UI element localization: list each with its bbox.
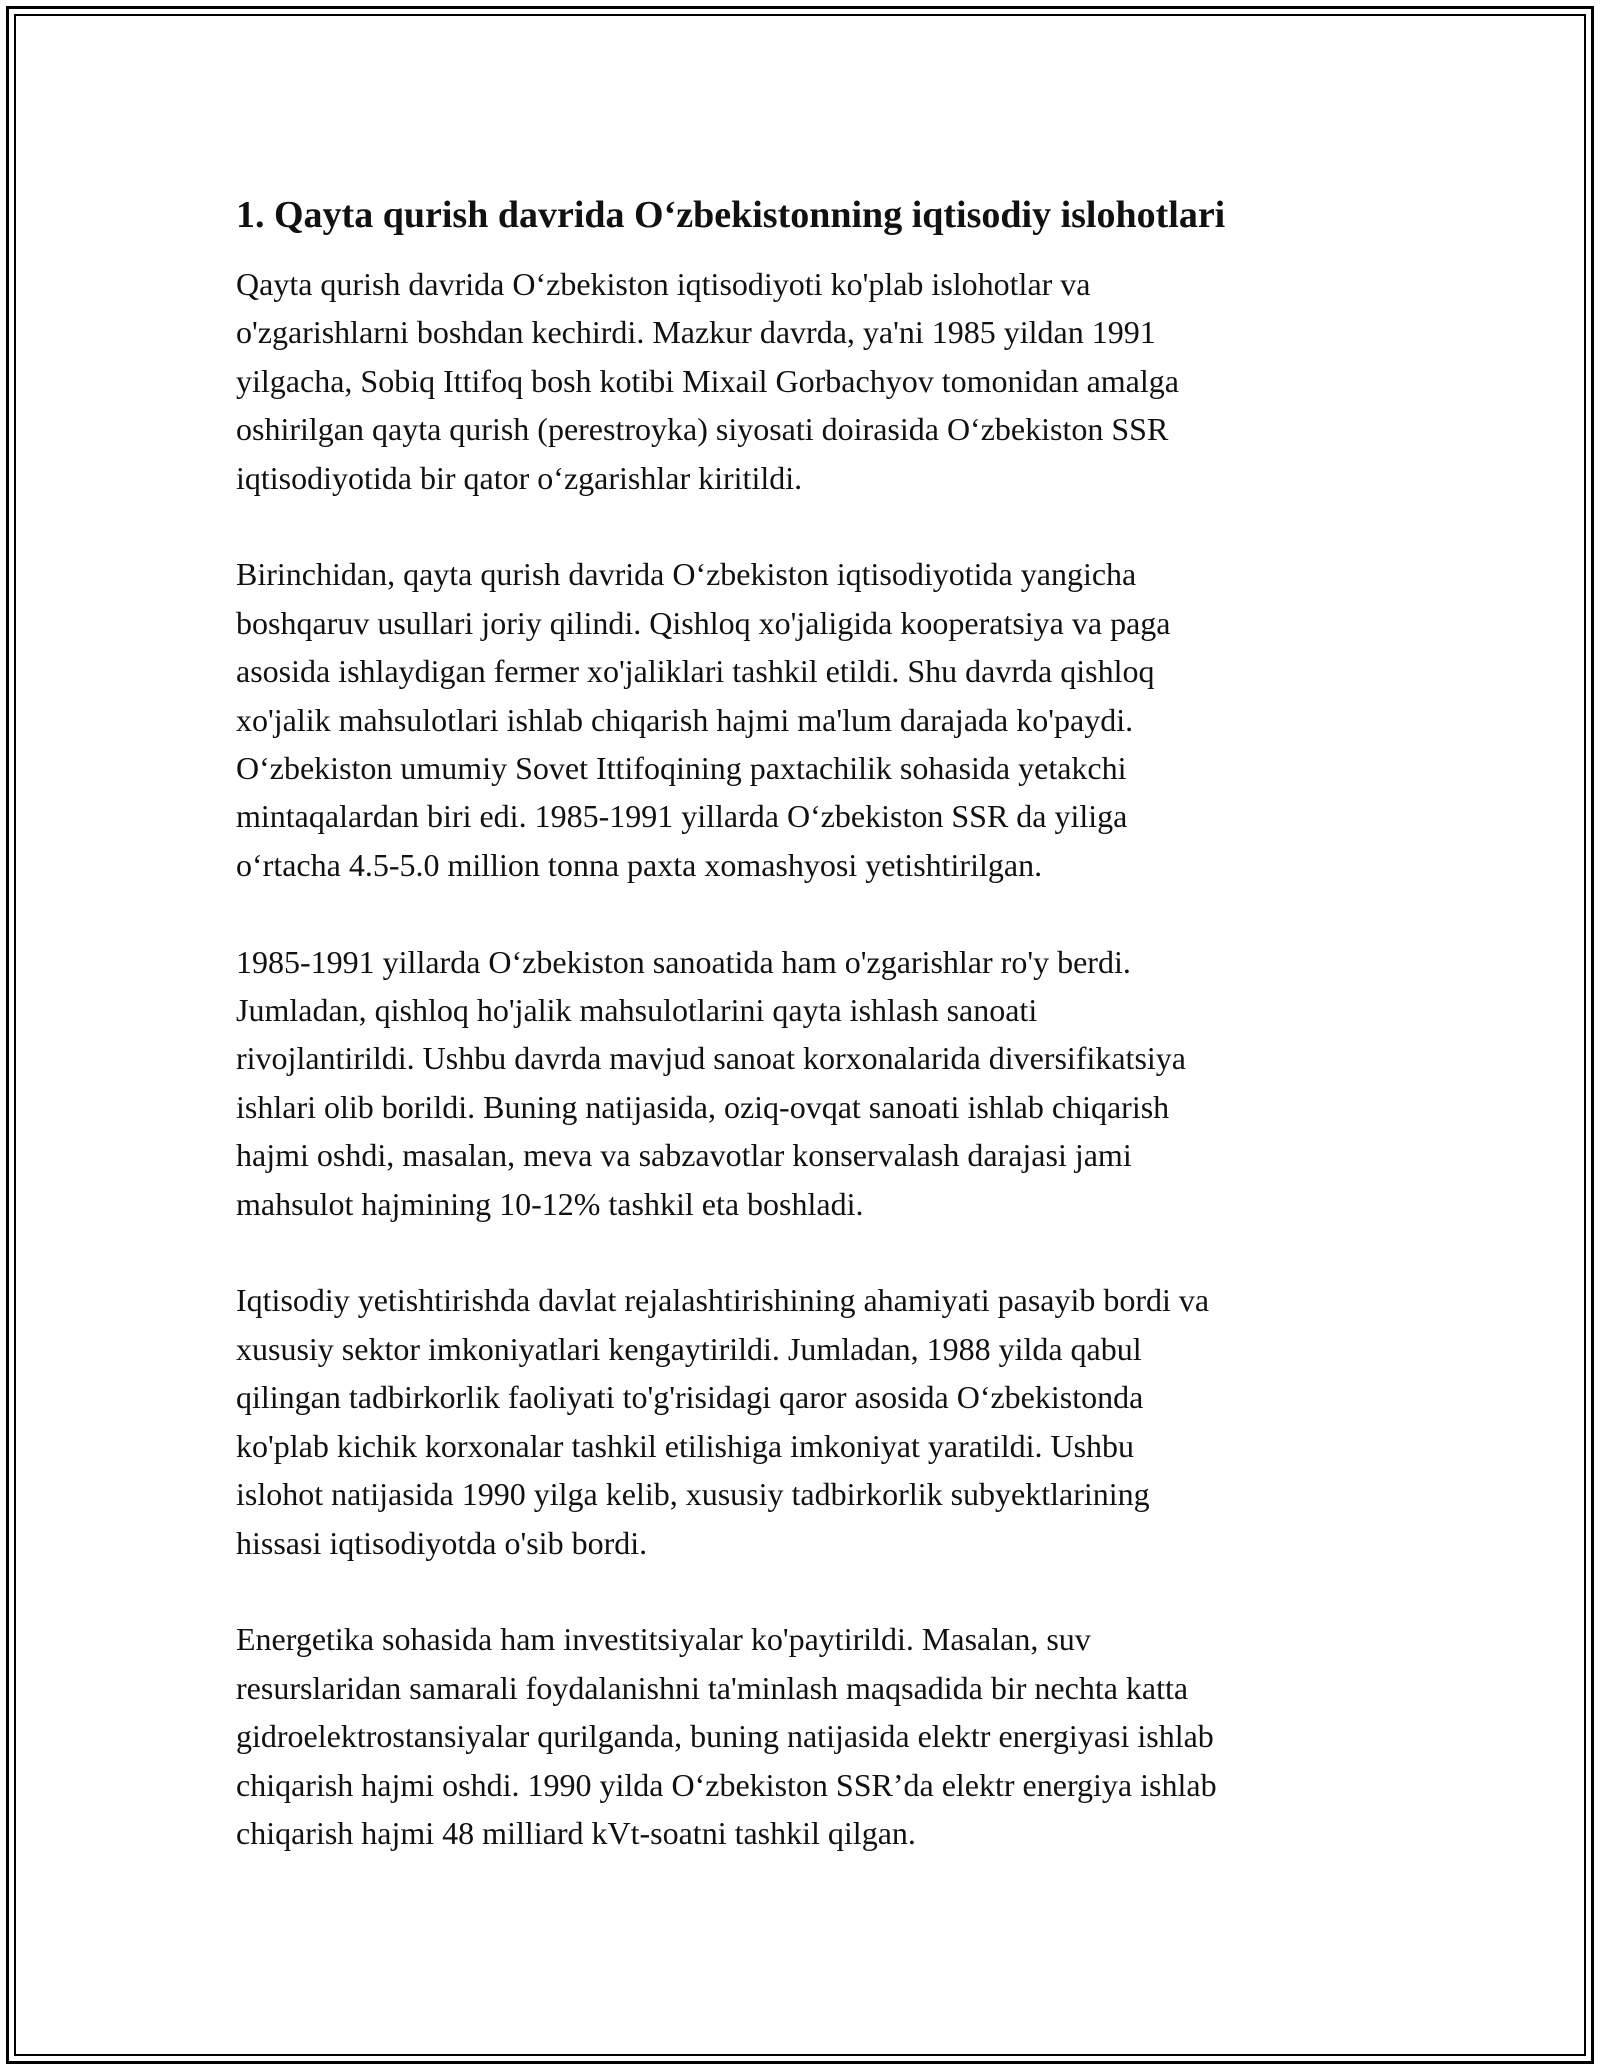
text-line: 1985-1991 yillarda O‘zbekiston sanoatida ham o'zgarishlar ro'y berdi.: [236, 943, 1131, 980]
text-line: chiqarish hajmi 48 milliard kVt-soatni tashkil qilgan.: [236, 1814, 916, 1851]
text-line: Qayta qurish davrida O‘zbekiston iqtisodiyoti ko'plab islohotlar va: [236, 266, 1091, 302]
text-line: xo'jalik mahsulotlari ishlab chiqarish hajmi ma'lum darajada ko'paydi.: [236, 701, 1134, 738]
text-line: islohot natijasida 1990 yilga kelib, xususiy tadbirkorlik subyektlarining: [236, 1476, 1150, 1513]
text-line: resurslaridan samarali foydalanishni ta'minlash maqsadida bir nechta katta: [236, 1669, 1189, 1706]
text-line: mintaqalardan biri edi. 1985-1991 yillarda O‘zbekiston SSR da yiliga: [236, 798, 1128, 835]
text-line: oshirilgan qayta qurish (perestroyka) siyosati doirasida O‘zbekiston SSR: [236, 411, 1169, 448]
paragraph-4: [236, 1276, 1366, 1566]
text-line: Jumladan, qishloq ho'jalik mahsulotlarini qayta ishlash sanoati: [236, 992, 1038, 1029]
text-line: ko'plab kichik korxonalar tashkil etilishiga imkoniyat yaratildi. Ushbu: [236, 1427, 1135, 1464]
text-line: o'zgarishlarni boshdan kechirdi. Mazkur davrda, ya'ni 1985 yildan 1991: [236, 314, 1156, 351]
text-line: Energetika sohasida ham investitsiyalar ko'paytirildi. Masalan, suv: [236, 1621, 1091, 1658]
paragraph-3: [236, 938, 1366, 1228]
text-line: chiqarish hajmi oshdi. 1990 yilda O‘zbekiston SSR’da elektr energiya ishlab: [236, 1766, 1217, 1803]
text-line: mahsulot hajmining 10-12% tashkil eta boshladi.: [236, 1185, 864, 1222]
text-line: boshqaruv usullari joriy qilindi. Qishloq xo'jaligida kooperatsiya va paga: [236, 604, 1171, 641]
text-line: ishlari olib borildi. Buning natijasida, oziq-ovqat sanoati ishlab chiqarish: [236, 1088, 1170, 1125]
text-line: asosida ishlaydigan fermer xo'jaliklari tashkil etildi. Shu davrda qishloq: [236, 653, 1155, 690]
paragraph-2: [236, 550, 1366, 889]
paragraph-1: [236, 260, 1366, 502]
document-body: [236, 188, 1366, 1906]
text-line: xususiy sektor imkoniyatlari kengaytirildi. Jumladan, 1988 yilda qabul: [236, 1330, 1142, 1367]
text-line: Birinchidan, qayta qurish davrida O‘zbekiston iqtisodiyotida yangicha: [236, 556, 1137, 593]
text-line: O‘zbekiston umumiy Sovet Ittifoqining paxtachilik sohasida yetakchi: [236, 750, 1127, 787]
text-line: gidroelektrostansiyalar qurilganda, buning natijasida elektr energiyasi ishlab: [236, 1718, 1214, 1755]
paragraph-5: [236, 1615, 1366, 1857]
text-line: yilgacha, Sobiq Ittifoq bosh kotibi Mixail Gorbachyov tomonidan amalga: [236, 362, 1179, 399]
text-line: iqtisodiyotida bir qator o‘zgarishlar kiritildi.: [236, 459, 803, 496]
text-line: hissasi iqtisodiyotda o'sib bordi.: [236, 1524, 648, 1561]
text-line: Iqtisodiy yetishtirishda davlat rejalashtirishining ahamiyati pasayib bordi va: [236, 1282, 1210, 1319]
document-title: 1. Qayta qurish davrida O‘zbekistonning iqtisodiy islohotlari: [236, 194, 1226, 236]
text-line: rivojlantirildi. Ushbu davrda mavjud sanoat korxonalarida diversifikatsiya: [236, 1040, 1186, 1077]
text-line: qilingan tadbirkorlik faoliyati to'g'risidagi qaror asosida O‘zbekistonda: [236, 1379, 1144, 1416]
text-line: hajmi oshdi, masalan, meva va sabzavotlar konservalash darajasi jami: [236, 1137, 1132, 1174]
text-line: o‘rtacha 4.5-5.0 million tonna paxta xomashyosi yetishtirilgan.: [236, 846, 1043, 883]
